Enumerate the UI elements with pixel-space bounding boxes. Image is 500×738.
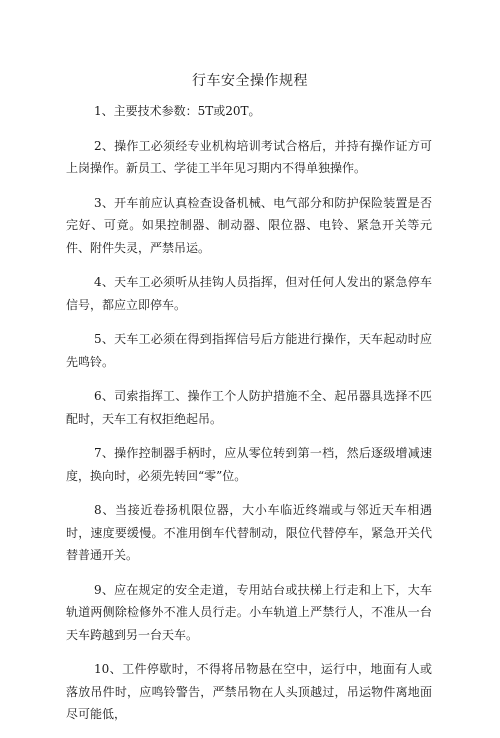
document-body — [66, 100, 432, 738]
paragraph-5: 5、天车工必须在得到指挥信号后方能进行操作，天车起动时应先鸣铃。 — [66, 332, 432, 369]
paragraph-2: 2、操作工必须经专业机构培训考试合格后，并持有操作证方可上岗操作。新员工、学徒工半年见习期内不得单独操作。 — [66, 138, 432, 175]
paragraph-1: 1、主要技术参数：5T或20T。 — [94, 104, 261, 118]
paragraph-10: 10、工件停歇时，不得将吊物悬在空中，运行中，地面有人或落放吊件时，应鸣铃警告，严禁吊物在人头顶越过，吊运物件离地面尽可能低， — [66, 662, 432, 721]
paragraph-4: 4、天车工必须听从挂钩人员指挥，但对任何人发出的紧急停车信号，都应立即停车。 — [66, 275, 432, 312]
document-title: 行车安全操作规程 — [192, 73, 308, 89]
paragraph-8: 8、当接近卷扬机限位器，大小车临近终端或与邻近天车相遇时，速度要缓慢。不准用倒车代替制动，限位代替停车，紧急开关代替普通开关。 — [66, 503, 432, 562]
paragraph-7: 7、操作控制器手柄时，应从零位转到第一档，然后逐级增减速度，换向时，必须先转回“零”位。 — [66, 446, 432, 483]
paragraph-9: 9、应在规定的安全走道，专用站台或扶梯上行走和上下，大车轨道两侧除检修外不准人员行走。小车轨道上严禁行人，不准从一台天车跨越到另一台天车。 — [66, 582, 432, 642]
paragraph-6: 6、司索指挥工、操作工个人防护措施不全、起吊器具选择不匹配时，天车工有权拒绝起吊。 — [66, 389, 432, 426]
paragraph-3: 3、开车前应认真检查设备机械、电气部分和防护保险装置是否完好、可竟。如果控制器、制动器、限位器、电铃、紧急开关等元件、附件失灵，严禁吊运。 — [66, 195, 432, 255]
